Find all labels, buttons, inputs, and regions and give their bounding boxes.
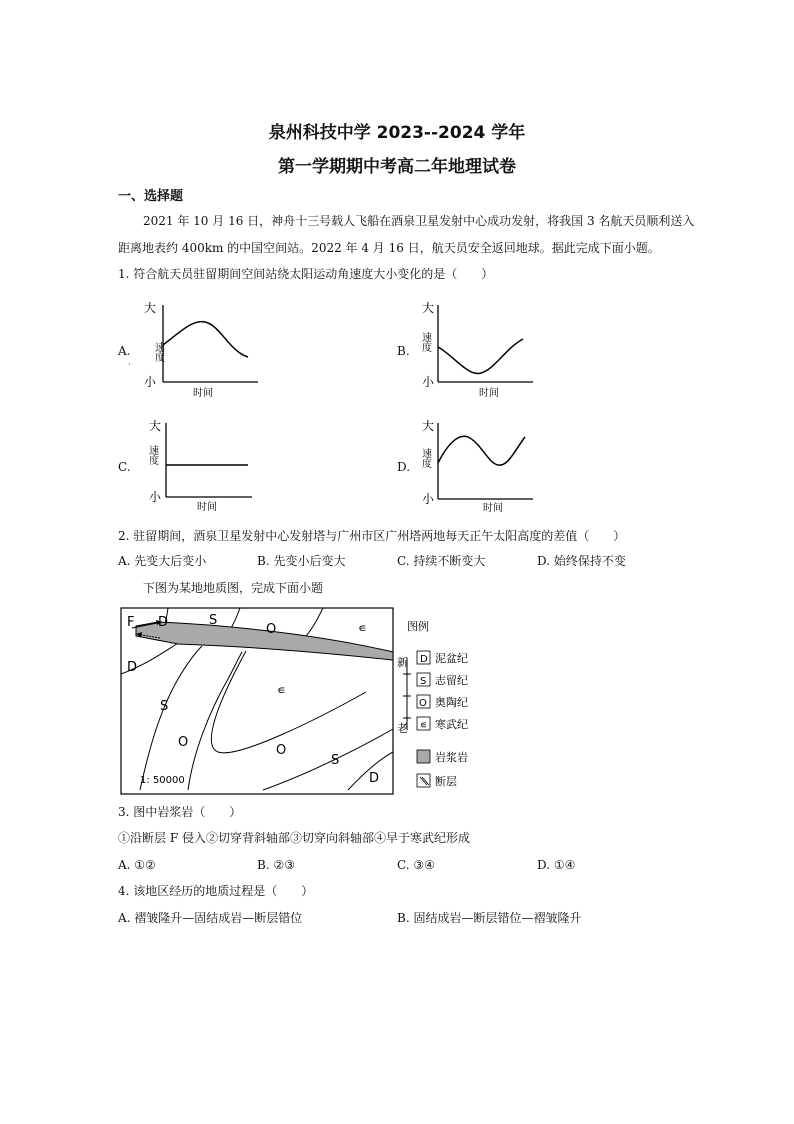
q1-graph-d[interactable] xyxy=(413,415,543,515)
legend-s-symbol: S xyxy=(420,676,427,687)
intro-line-1: 2021 年 10 月 16 日，神舟十三号载人飞船在酒泉卫星发射中心成功发射，将我国 3 名航天员顺利送入 xyxy=(143,214,695,228)
graph-b-y-top: 大 xyxy=(422,301,435,315)
graph-c-y-top: 大 xyxy=(149,419,162,433)
label-d-bottom: D xyxy=(369,771,380,786)
graph-b-y-axis: 速度 xyxy=(419,332,431,352)
label-d-left: D xyxy=(127,660,138,675)
q3-option-c[interactable]: C. ③④ xyxy=(397,858,435,872)
q4-option-a[interactable]: A. 褶皱隆升—固结成岩—断层错位 xyxy=(118,911,303,925)
label-o-top: O xyxy=(266,622,277,637)
q1-graph-a[interactable] xyxy=(135,297,265,401)
legend-title: 图例 xyxy=(407,620,429,633)
label-s-top: S xyxy=(209,613,218,628)
legend-o-symbol: O xyxy=(419,698,427,709)
graph-d-y-top: 大 xyxy=(422,419,435,433)
legend-d-name: 泥盆纪 xyxy=(435,652,468,665)
legend-magma-name: 岩浆岩 xyxy=(435,751,468,764)
exam-title-line2: 第一学期期中考高二年地理试卷 xyxy=(278,157,516,177)
graph-d-curve xyxy=(438,436,525,465)
q3-statements: ①沿断层 F 侵入②切穿背斜轴部③切穿向斜轴部④早于寒武纪形成 xyxy=(118,831,470,845)
legend-s-name: 志留纪 xyxy=(435,674,468,687)
q3-option-a[interactable]: A. ①② xyxy=(118,858,156,872)
legend-new: 新 xyxy=(397,656,408,669)
geo-map xyxy=(118,604,478,800)
intro-line-2: 距离地表约 400km 的中国空间站。2022 年 4 月 16 日，航天员安全返回地球。据此完成下面小题。 xyxy=(118,241,660,255)
label-o-left: O xyxy=(178,735,189,750)
stray-dot: · xyxy=(128,360,131,369)
graph-d-y-bottom: 小 xyxy=(422,492,435,506)
legend-fault-name: 断层 xyxy=(435,775,457,788)
q1-graph-c[interactable] xyxy=(135,415,265,515)
graph-a-y-bottom: 小 xyxy=(144,375,157,389)
q2-option-a[interactable]: A. 先变大后变小 xyxy=(118,554,207,568)
q2-option-c[interactable]: C. 持续不断变大 xyxy=(397,554,486,568)
label-d-top: D xyxy=(158,615,169,630)
graph-d-x-axis: 时间 xyxy=(483,503,503,514)
label-s-bottom: S xyxy=(331,753,340,768)
graph-a-y-axis: 速度 xyxy=(152,342,164,362)
graph-b-curve xyxy=(438,339,523,373)
graph-b-x-axis: 时间 xyxy=(479,388,499,399)
graph-a-y-top: 大 xyxy=(144,301,157,315)
graph-d-y-axis: 速度 xyxy=(419,448,431,468)
exam-title-line1: 泉州科技中学 2023--2024 学年 xyxy=(268,123,526,143)
graph-c-y-bottom: 小 xyxy=(149,490,162,504)
label-F: F xyxy=(127,615,135,630)
legend-magma-swatch xyxy=(417,750,430,763)
q2-option-d[interactable]: D. 始终保持不变 xyxy=(537,554,626,568)
q3-option-b[interactable]: B. ②③ xyxy=(257,858,295,872)
map-scale: 1: 50000 xyxy=(140,775,185,786)
q3-stem: 3. 图中岩浆岩（ ） xyxy=(118,805,242,819)
legend-c-symbol: ∊ xyxy=(420,720,428,731)
label-c-center: ∊ xyxy=(277,683,286,697)
q1-option-b-letter[interactable]: B. xyxy=(397,344,410,358)
legend-old: 老 xyxy=(397,722,408,735)
graph-c-y-axis: 速度 xyxy=(146,445,158,465)
graph-b-y-bottom: 小 xyxy=(422,375,435,389)
graph-a-x-axis: 时间 xyxy=(193,388,213,399)
map-intro: 下图为某地地质图，完成下面小题 xyxy=(143,581,324,595)
legend-d-symbol: D xyxy=(420,654,428,665)
q1-option-c-letter[interactable]: C. xyxy=(118,460,131,474)
graph-a-curve xyxy=(163,322,248,357)
label-o-bottom: O xyxy=(276,743,287,758)
label-c-top: ∊ xyxy=(358,621,367,635)
label-s-left: S xyxy=(160,699,169,714)
q4-option-b[interactable]: B. 固结成岩—断层错位—褶皱隆升 xyxy=(397,911,582,925)
q2-stem: 2. 驻留期间，酒泉卫星发射中心发射塔与广州市区广州塔两地每天正午太阳高度的差值（ ） xyxy=(118,529,626,543)
section-heading: 一、选择题 xyxy=(118,189,184,204)
legend-o-name: 奥陶纪 xyxy=(435,696,468,709)
q1-graph-b[interactable] xyxy=(413,297,543,401)
q3-option-d[interactable]: D. ①④ xyxy=(537,858,576,872)
q1-stem: 1. 符合航天员驻留期间空间站绕太阳运动角速度大小变化的是（ ） xyxy=(118,267,494,281)
legend-c-name: 寒武纪 xyxy=(435,718,468,731)
q1-option-a-letter[interactable]: A. xyxy=(118,344,131,358)
q4-stem: 4. 该地区经历的地质过程是（ ） xyxy=(118,884,314,898)
q1-option-d-letter[interactable]: D. xyxy=(397,460,411,474)
graph-c-x-axis: 时间 xyxy=(197,502,217,513)
q2-option-b[interactable]: B. 先变小后变大 xyxy=(257,554,346,568)
